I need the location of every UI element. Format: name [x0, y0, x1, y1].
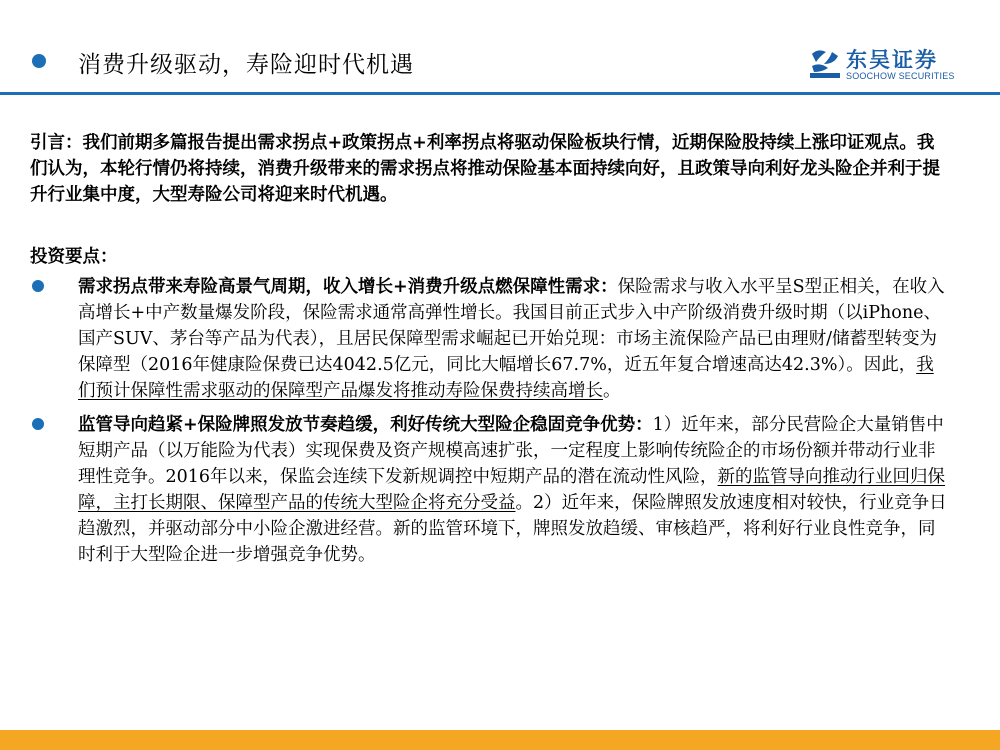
list-item — [30, 274, 950, 404]
logo-english-name: SOOCHOW SECURITIES — [846, 71, 955, 81]
slide-header — [0, 0, 1000, 98]
point-underlined-text: 新的监管导向推动行业回归保障，主打长期限、保障型产品的传统大型险企将充分受益 — [78, 467, 946, 513]
title-bullet-icon — [32, 54, 46, 68]
point-text-end: 。2）近年来，保险牌照发放速度相对较快，行业竞争日趋激烈，并驱动部分中小险企激进经营。新的监管环境下，牌照发放趋缓、审核趋严，将利好行业良性竞争，同时利于大型险企进一步增强竞争优势。 — [78, 493, 947, 565]
slide-content — [30, 130, 950, 576]
point-text-end: 。 — [603, 381, 621, 401]
logo-chinese-name: 东吴证券 — [846, 48, 938, 72]
point-underlined-text: 我们预计保障性需求驱动的保障型产品爆发将推动寿险保费持续高增长 — [78, 355, 934, 401]
section-title: 投资要点： — [30, 247, 118, 267]
logo-mark-icon — [808, 46, 842, 80]
company-logo — [808, 44, 958, 84]
list-item — [30, 412, 950, 568]
bullet-icon — [32, 418, 44, 430]
point-heading: 监管导向趋紧+保险牌照发放节奏趋缓，利好传统大型险企稳固竞争优势： — [78, 415, 653, 435]
bullet-icon — [32, 280, 44, 292]
footer-bar — [0, 730, 1000, 750]
slide-title: 消费升级驱动，寿险迎时代机遇 — [78, 52, 414, 78]
point-text: 1）近年来，部分民营险企大量销售中短期产品（以万能险为代表）实现保费及资产规模高速扩张，一定程度上影响传统险企的市场份额并带动行业非理性竞争。2016年以来，保监会连续下发新规调控中短期产品的潜在流动性风险， — [78, 415, 944, 487]
header-divider — [0, 92, 1000, 95]
point-text: 保险需求与收入水平呈S型正相关，在收入高增长+中产数量爆发阶段，保险需求通常高弹性增长。我国目前正式步入中产阶级消费升级时期（以iPhone、国产SUV、茅台等产品为代表），且居民保障型需求崛起已开始兑现：市场主流保险产品已由理财/储蓄型转变为保障型（2016年健康险保费已达4042.5亿元，同比大幅增长67.7%，近五年复合增速高达42.3%）。因此， — [78, 277, 945, 375]
intro-paragraph: 引言：我们前期多篇报告提出需求拐点+政策拐点+利率拐点将驱动保险板块行情，近期保险股持续上涨印证观点。我们认为，本轮行情仍将持续，消费升级带来的需求拐点将推动保险基本面持续向好，且政策导向利好龙头险企并利于提升行业集中度，大型寿险公司将迎来时代机遇。 — [30, 133, 940, 205]
point-heading: 需求拐点带来寿险高景气周期，收入增长+消费升级点燃保障性需求： — [78, 277, 618, 297]
investment-points — [30, 274, 950, 568]
